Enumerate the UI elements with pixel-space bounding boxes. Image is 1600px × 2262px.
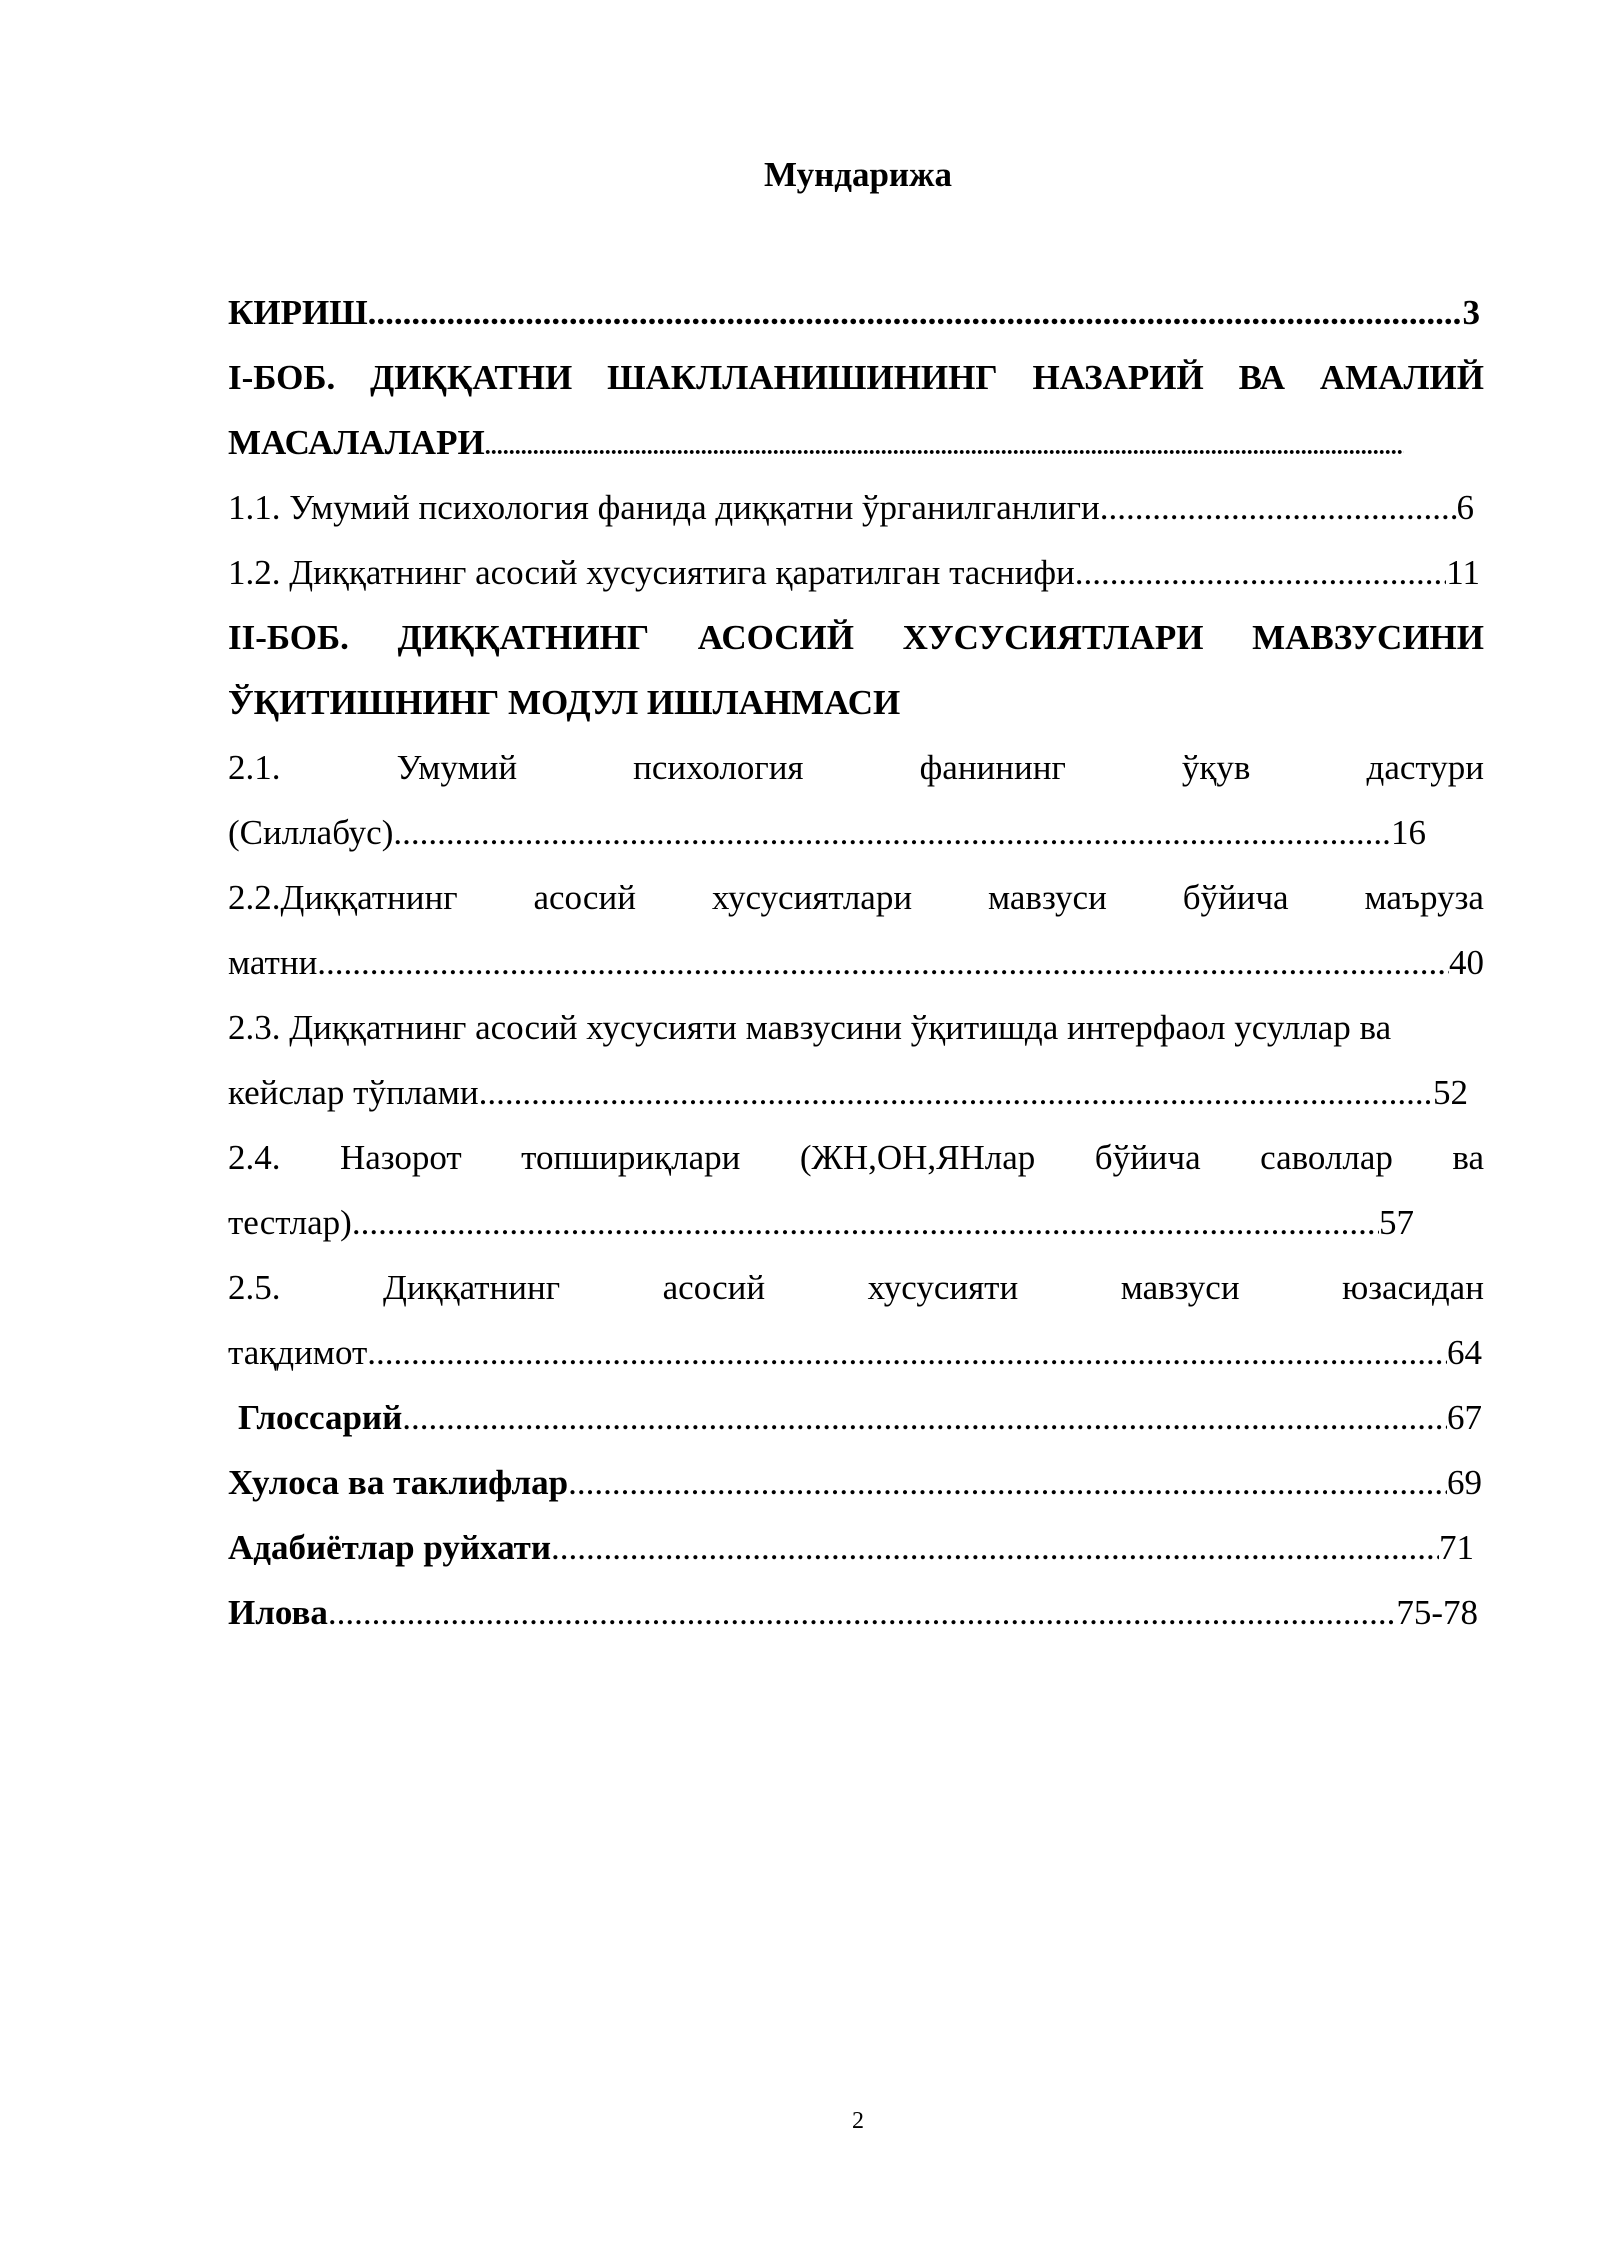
toc-entry-2-4-line-2 [228, 1190, 1414, 1255]
toc-leader-dots [485, 415, 1404, 475]
toc-word: ШАКЛЛАНИШИНИНГ [607, 358, 998, 397]
toc-label: 1.1. Умумий психология фанида диққатни ўрганилганлиги [228, 488, 1100, 527]
toc-chapter-2-line-2 [228, 670, 1484, 735]
toc-page-number: 6 [1456, 488, 1474, 527]
toc-word: мавзуси [1120, 1268, 1240, 1307]
toc-word: 2.4. [228, 1138, 281, 1177]
toc-chapter-1-line-2 [228, 410, 1404, 475]
toc-word: саволлар [1260, 1138, 1393, 1177]
toc-entry-2-2-line-1 [228, 865, 1484, 930]
toc-word: топшириқлари [521, 1138, 741, 1177]
toc-label: КИРИШ [228, 293, 368, 332]
toc-label: Глоссарий [238, 1398, 403, 1437]
toc-page-number: 40 [1449, 943, 1484, 982]
toc-page-number: 52 [1433, 1073, 1468, 1112]
toc-page-number: 11 [1446, 553, 1480, 592]
toc-word: НАЗАРИЙ [1032, 358, 1204, 397]
toc-page-number: 69 [1447, 1463, 1482, 1502]
table-of-contents [228, 280, 1484, 1645]
toc-word: Умумий [396, 748, 518, 787]
toc-label: МАСАЛАЛАРИ [228, 423, 485, 462]
toc-label: тақдимот [228, 1333, 368, 1372]
toc-word: ХУСУСИЯТЛАРИ [902, 618, 1204, 657]
toc-leader-dots [393, 800, 1391, 865]
toc-page-number: 67 [1447, 1398, 1482, 1437]
toc-word: (ЖН,ОН,ЯНлар [799, 1138, 1036, 1177]
toc-chapter-2-line-1 [228, 605, 1484, 670]
toc-leader-dots [367, 1320, 1447, 1385]
toc-word: хусусияти [867, 1268, 1019, 1307]
toc-page-number: 3 [1462, 293, 1480, 332]
toc-entry-2-1-line-1 [228, 735, 1484, 800]
toc-entry-references [228, 1515, 1474, 1580]
toc-page-number: 16 [1391, 813, 1426, 852]
toc-entry-intro [228, 280, 1480, 345]
toc-word: мавзуси [987, 878, 1107, 917]
toc-label: Илова [228, 1593, 328, 1632]
toc-leader-dots [1100, 475, 1457, 540]
toc-label: (Силлабус) [228, 813, 394, 852]
toc-leader-dots [1075, 540, 1447, 605]
toc-entry-2-4-line-1 [228, 1125, 1484, 1190]
toc-word: ўқув [1181, 748, 1251, 787]
page-title: Мундарижа [764, 155, 952, 194]
toc-word: II-БОБ. [228, 618, 349, 657]
toc-label: ЎҚИТИШНИНГ МОДУЛ ИШЛАНМАСИ [228, 683, 901, 722]
toc-word: юзасидан [1342, 1268, 1484, 1307]
toc-label: 2.3. Диққатнинг асосий хусусияти мавзусини ўқитишда интерфаол усуллар ва [228, 1008, 1392, 1047]
toc-leader-dots [402, 1385, 1447, 1450]
toc-word: АСОСИЙ [697, 618, 854, 657]
toc-word: хусусиятлари [711, 878, 913, 917]
toc-page-number: 71 [1439, 1528, 1474, 1567]
toc-entry-appendix [228, 1580, 1478, 1645]
toc-word: фанининг [919, 748, 1066, 787]
toc-entry-conclusion [228, 1450, 1482, 1515]
toc-entry-1-2 [228, 540, 1480, 605]
toc-label: тестлар) [228, 1203, 352, 1242]
toc-entry-glossary [228, 1385, 1482, 1450]
toc-word: ва [1452, 1138, 1484, 1177]
toc-entry-2-3-line-2 [228, 1060, 1468, 1125]
toc-leader-dots [551, 1515, 1439, 1580]
toc-word: АМАЛИЙ [1319, 358, 1484, 397]
toc-word: Диққатнинг [383, 1268, 561, 1307]
toc-leader-dots [368, 280, 1463, 345]
toc-word: дастури [1366, 748, 1484, 787]
toc-word: асосий [662, 1268, 766, 1307]
toc-leader-dots [328, 1580, 1396, 1645]
toc-entry-2-5-line-2 [228, 1320, 1482, 1385]
toc-entry-2-5-line-1 [228, 1255, 1484, 1320]
toc-leader-dots [568, 1450, 1447, 1515]
toc-entry-1-1 [228, 475, 1474, 540]
toc-leader-dots [317, 930, 1449, 995]
toc-label: матни [228, 943, 318, 982]
toc-word: бўйича [1094, 1138, 1201, 1177]
toc-label: 1.2. Диққатнинг асосий хусусиятига қаратилган таснифи [228, 553, 1075, 592]
toc-word: 2.2.Диққатнинг [228, 878, 458, 917]
toc-entry-2-1-line-2 [228, 800, 1426, 865]
toc-page-number: 57 [1379, 1203, 1414, 1242]
toc-word: бўйича [1182, 878, 1289, 917]
toc-chapter-1-line-1 [228, 345, 1484, 410]
toc-label: кейслар тўплами [228, 1073, 479, 1112]
toc-leader-dots [479, 1060, 1433, 1125]
toc-leader-dots [352, 1190, 1379, 1255]
toc-label: Хулоса ва таклифлар [228, 1463, 569, 1502]
toc-word: ДИҚҚАТНИ [370, 358, 573, 397]
toc-word: I-БОБ. [228, 358, 336, 397]
toc-word: психология [633, 748, 804, 787]
page-number: 2 [852, 2108, 864, 2134]
toc-word: 2.5. [228, 1268, 281, 1307]
toc-word: асосий [533, 878, 636, 917]
toc-word: маъруза [1364, 878, 1484, 917]
toc-word: 2.1. [228, 748, 281, 787]
toc-word: ВА [1238, 358, 1286, 397]
toc-page-number: 64 [1447, 1333, 1482, 1372]
toc-page-number: 75-78 [1396, 1593, 1478, 1632]
toc-word: МАВЗУСИНИ [1252, 618, 1484, 657]
toc-entry-2-3-line-1 [228, 995, 1484, 1060]
toc-entry-2-2-line-2 [228, 930, 1484, 995]
toc-word: Назорот [339, 1138, 462, 1177]
toc-word: ДИҚҚАТНИНГ [397, 618, 650, 657]
toc-label: Адабиётлар руйхати [228, 1528, 552, 1567]
